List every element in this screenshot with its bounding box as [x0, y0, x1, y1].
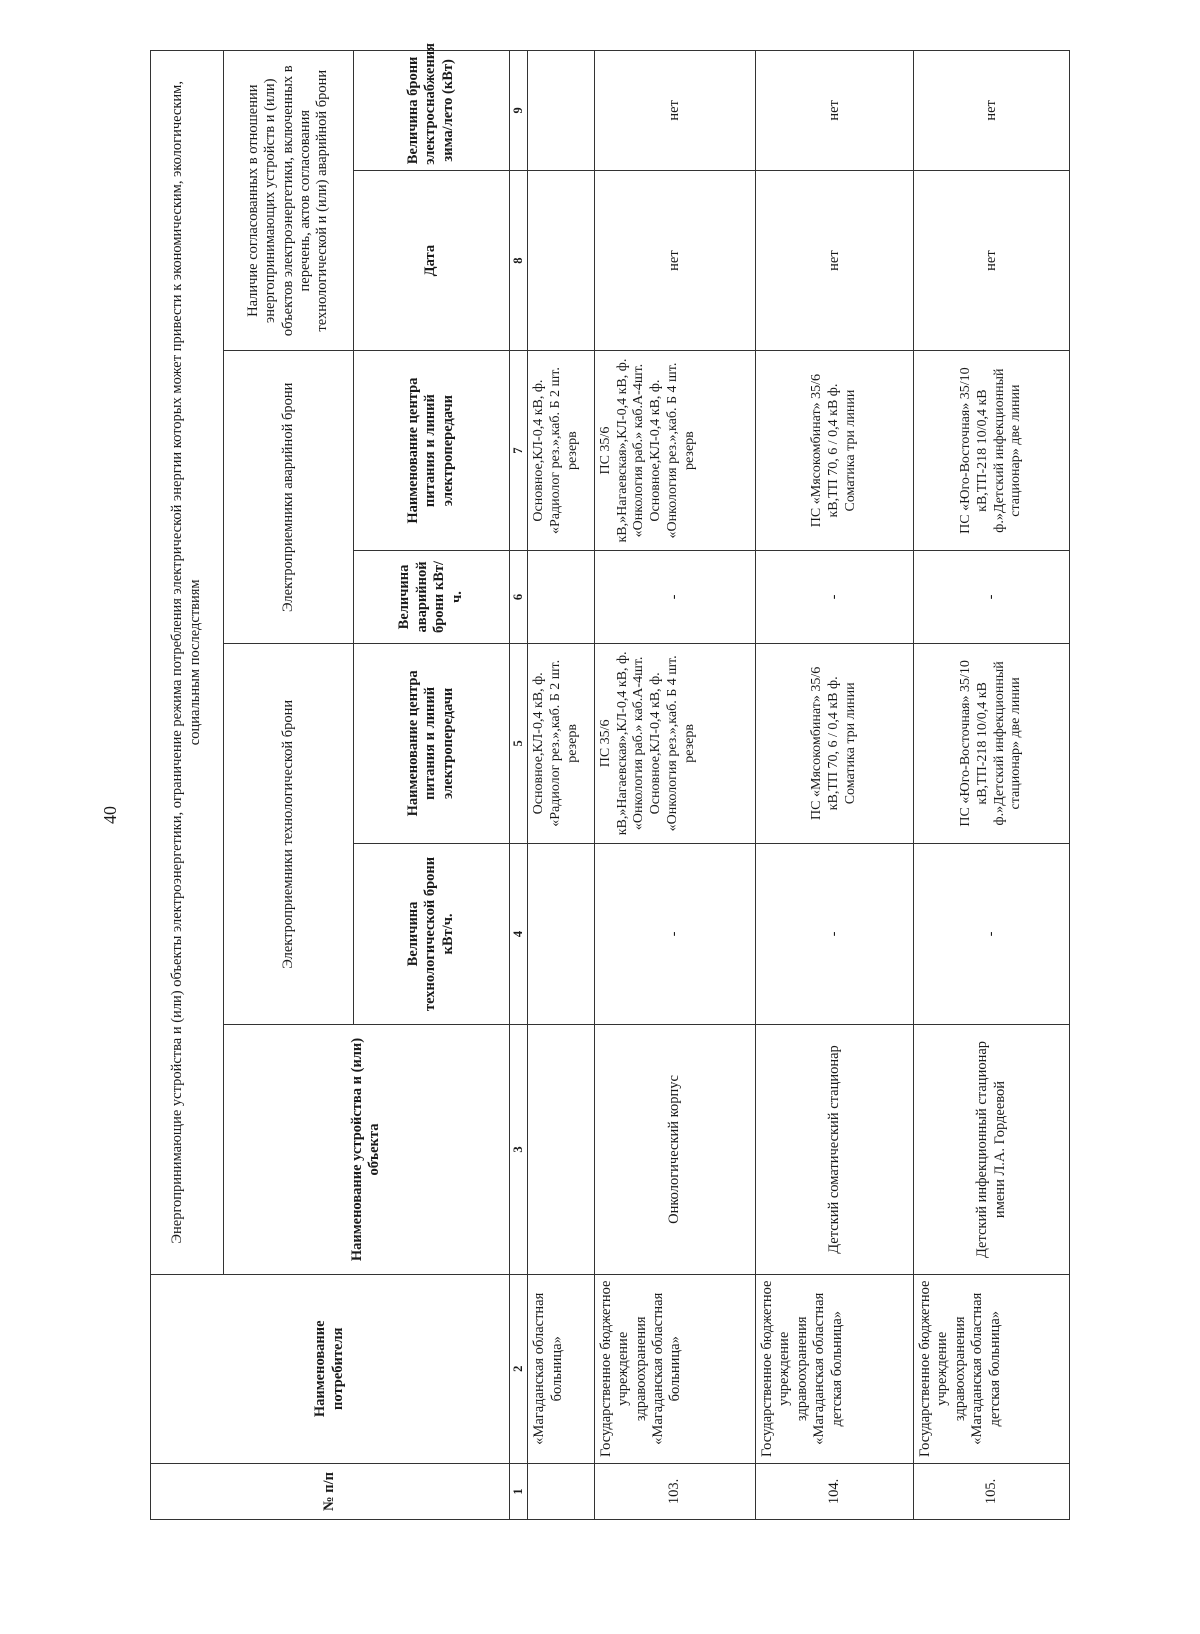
row-tech-source: ПС «Юго-Восточная» 35/10 кВ,ТП-218 10/0,4 кВ ф.»Детский инфекционный стационар» две линии	[914, 644, 1070, 843]
table-row	[756, 51, 914, 1520]
row-tech-source: Основное,КЛ-0,4 кВ, ф. «Радиолог рез.»,каб. Б 2 шт. резерв	[528, 644, 595, 843]
row-date: нет	[756, 170, 914, 351]
row-object: Детский соматический стационар	[756, 1025, 914, 1274]
header-num: № п/п	[151, 1463, 510, 1519]
table-row	[528, 51, 595, 1520]
row-num	[528, 1463, 595, 1519]
col-number: 1	[509, 1463, 528, 1519]
col-number: 9	[509, 51, 528, 171]
header-agree-group: Наличие согласованных в отношении энергопринимающих устройств и (или) объектов электроэнергетики, включенных в перечень, актов согласования технологической и (или) аварийной брони	[223, 51, 353, 351]
header-reserve: Величина брони электроснабжения зима/лето (кВт)	[353, 51, 509, 171]
row-tech-value: -	[594, 843, 755, 1025]
header-tech-source: Наименование центра питания и линий электропередачи	[353, 644, 509, 843]
row-emerg-source: ПС «Мясокомбинат» 35/6 кВ,ТП 70, 6 / 0,4 кВ ф. Соматика три линии	[756, 351, 914, 550]
col-number: 6	[509, 550, 528, 643]
col-number: 4	[509, 843, 528, 1025]
header-tech-group: Электроприемники технологической брони	[223, 644, 353, 1025]
row-emerg-source: Основное,КЛ-0,4 кВ, ф. «Радиолог рез.»,каб. Б 2 шт. резерв	[528, 351, 595, 550]
col-number: 5	[509, 644, 528, 843]
row-num: 104.	[756, 1463, 914, 1519]
row-consumer: Государственное бюджетное учреждение здравоохранения «Магаданская областная детская больница»	[914, 1274, 1070, 1463]
row-consumer: Государственное бюджетное учреждение здравоохранения «Магаданская областная больница»	[594, 1274, 755, 1463]
row-consumer: Государственное бюджетное учреждение здравоохранения «Магаданская областная детская больница»	[756, 1274, 914, 1463]
page-number: 40	[100, 806, 120, 824]
row-emerg-source: ПС «Юго-Восточная» 35/10 кВ,ТП-218 10/0,4 кВ ф.»Детский инфекционный стационар» две линии	[914, 351, 1070, 550]
row-reserve: нет	[914, 51, 1070, 171]
header-object: Наименование устройства и (или) объекта	[223, 1025, 509, 1274]
row-object	[528, 1025, 595, 1274]
row-reserve: нет	[594, 51, 755, 171]
reserve-table	[150, 42, 1070, 1520]
header-group-title: Энергопринимающие устройства и (или) объекты электроэнергетики, ограничение режима потребления электрической энергии которых может привести к экономическим, экологическим, социальным последствиям	[151, 51, 224, 1275]
col-number: 3	[509, 1025, 528, 1274]
header-row-1	[151, 51, 224, 1520]
row-reserve: нет	[756, 51, 914, 171]
row-tech-value: -	[756, 843, 914, 1025]
row-emerg-value: -	[594, 550, 755, 643]
row-tech-source: ПС 35/6 кВ,»Нагаевская»,КЛ-0,4 кВ, ф. «Онкология раб.» каб.А-4шт. Основное,КЛ-0,4 кВ, ф. «Онкология рез.»,каб. Б 4 шт. резерв	[594, 644, 755, 843]
row-tech-value: -	[914, 843, 1070, 1025]
row-reserve	[528, 51, 595, 171]
header-emerg-group: Электроприемники аварийной брони	[223, 351, 353, 644]
header-tech-value: Величина технологической брони кВт/ч.	[353, 843, 509, 1025]
row-object: Детский инфекционный стационар имени Л.А. Гордеевой	[914, 1025, 1070, 1274]
col-number: 7	[509, 351, 528, 550]
row-date: нет	[914, 170, 1070, 351]
row-num: 103.	[594, 1463, 755, 1519]
row-emerg-source: ПС 35/6 кВ,»Нагаевская»,КЛ-0,4 кВ, ф. «Онкология раб.» каб.А-4шт. Основное,КЛ-0,4 кВ, ф. «Онкология рез.»,каб. Б 4 шт. резерв	[594, 351, 755, 550]
rotated-table-sheet	[150, 42, 1070, 1520]
row-tech-value	[528, 843, 595, 1025]
col-number: 8	[509, 170, 528, 351]
column-numbers-row	[509, 51, 528, 1520]
row-object: Онкологический корпус	[594, 1025, 755, 1274]
header-emerg-source: Наименование центра питания и линий электропередачи	[353, 351, 509, 550]
header-date: Дата	[353, 170, 509, 351]
row-tech-source: ПС «Мясокомбинат» 35/6 кВ,ТП 70, 6 / 0,4 кВ ф. Соматика три линии	[756, 644, 914, 843]
row-date: нет	[594, 170, 755, 351]
row-consumer: «Магаданская областная больница»	[528, 1274, 595, 1463]
row-date	[528, 170, 595, 351]
table-row	[914, 51, 1070, 1520]
header-consumer: Наименование потребителя	[151, 1274, 510, 1463]
header-emerg-value: Величина аварийной брони кВт/ч.	[353, 550, 509, 643]
col-number: 2	[509, 1274, 528, 1463]
row-emerg-value	[528, 550, 595, 643]
table-row	[594, 51, 755, 1520]
row-emerg-value: -	[756, 550, 914, 643]
row-emerg-value: -	[914, 550, 1070, 643]
row-num: 105.	[914, 1463, 1070, 1519]
